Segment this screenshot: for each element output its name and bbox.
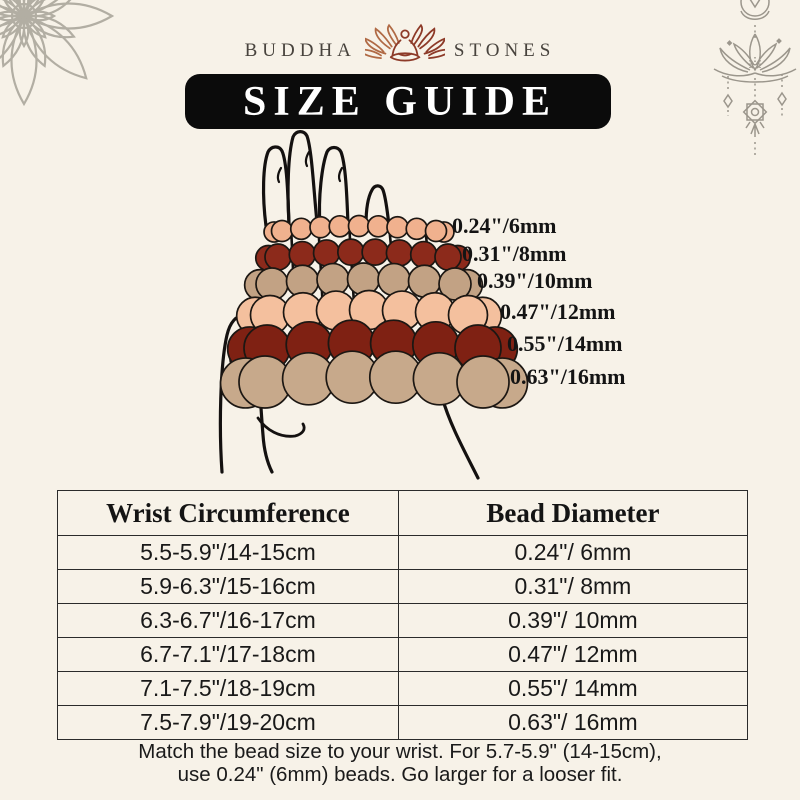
fit-note-line1: Match the bead size to your wrist. For 5.7-5.9" (14-15cm), — [138, 740, 662, 763]
bead-size-label-14mm: 0.55"/14mm — [507, 331, 623, 356]
col-header-bead-diameter: Bead Diameter — [398, 491, 747, 536]
table-row — [58, 706, 748, 740]
size-guide-title: SIZE GUIDE — [243, 78, 557, 125]
bead-cell: 0.55"/ 14mm — [398, 672, 747, 706]
col-header-wrist-circumference: Wrist Circumference — [58, 491, 399, 536]
wrist-cell: 6.3-6.7"/16-17cm — [58, 604, 399, 638]
bead-cell: 0.47"/ 12mm — [398, 638, 747, 672]
brand-name-left: BUDDHA — [244, 39, 356, 61]
table-header-row — [58, 491, 748, 536]
bead-size-label-8mm: 0.31"/8mm — [462, 241, 567, 266]
fit-note-line2: use 0.24" (6mm) beads. Go larger for a looser fit. — [177, 763, 623, 786]
bead-size-label-6mm: 0.24"/6mm — [452, 213, 557, 238]
wrist-cell: 5.5-5.9"/14-15cm — [58, 536, 399, 570]
bead-cell: 0.39"/ 10mm — [398, 604, 747, 638]
bead-size-label-16mm: 0.63"/16mm — [510, 364, 626, 389]
size-table — [57, 490, 748, 740]
fit-note — [0, 740, 800, 786]
wrist-cell: 7.5-7.9"/19-20cm — [58, 706, 399, 740]
brand-name-right: STONES — [453, 39, 556, 61]
bead-size-label-10mm: 0.39"/10mm — [477, 268, 593, 293]
table-row — [58, 536, 748, 570]
table-row — [58, 570, 748, 604]
bead-cell: 0.63"/ 16mm — [398, 706, 747, 740]
bead-cell: 0.24"/ 6mm — [398, 536, 747, 570]
table-row — [58, 604, 748, 638]
table-row — [58, 672, 748, 706]
wrist-cell: 6.7-7.1"/17-18cm — [58, 638, 399, 672]
table-row — [58, 638, 748, 672]
bead-size-label-12mm: 0.47"/12mm — [500, 299, 616, 324]
wrist-cell: 5.9-6.3"/15-16cm — [58, 570, 399, 604]
bead-row-6 — [221, 351, 528, 408]
bead-cell: 0.31"/ 8mm — [398, 570, 747, 604]
wrist-cell: 7.1-7.5"/18-19cm — [58, 672, 399, 706]
